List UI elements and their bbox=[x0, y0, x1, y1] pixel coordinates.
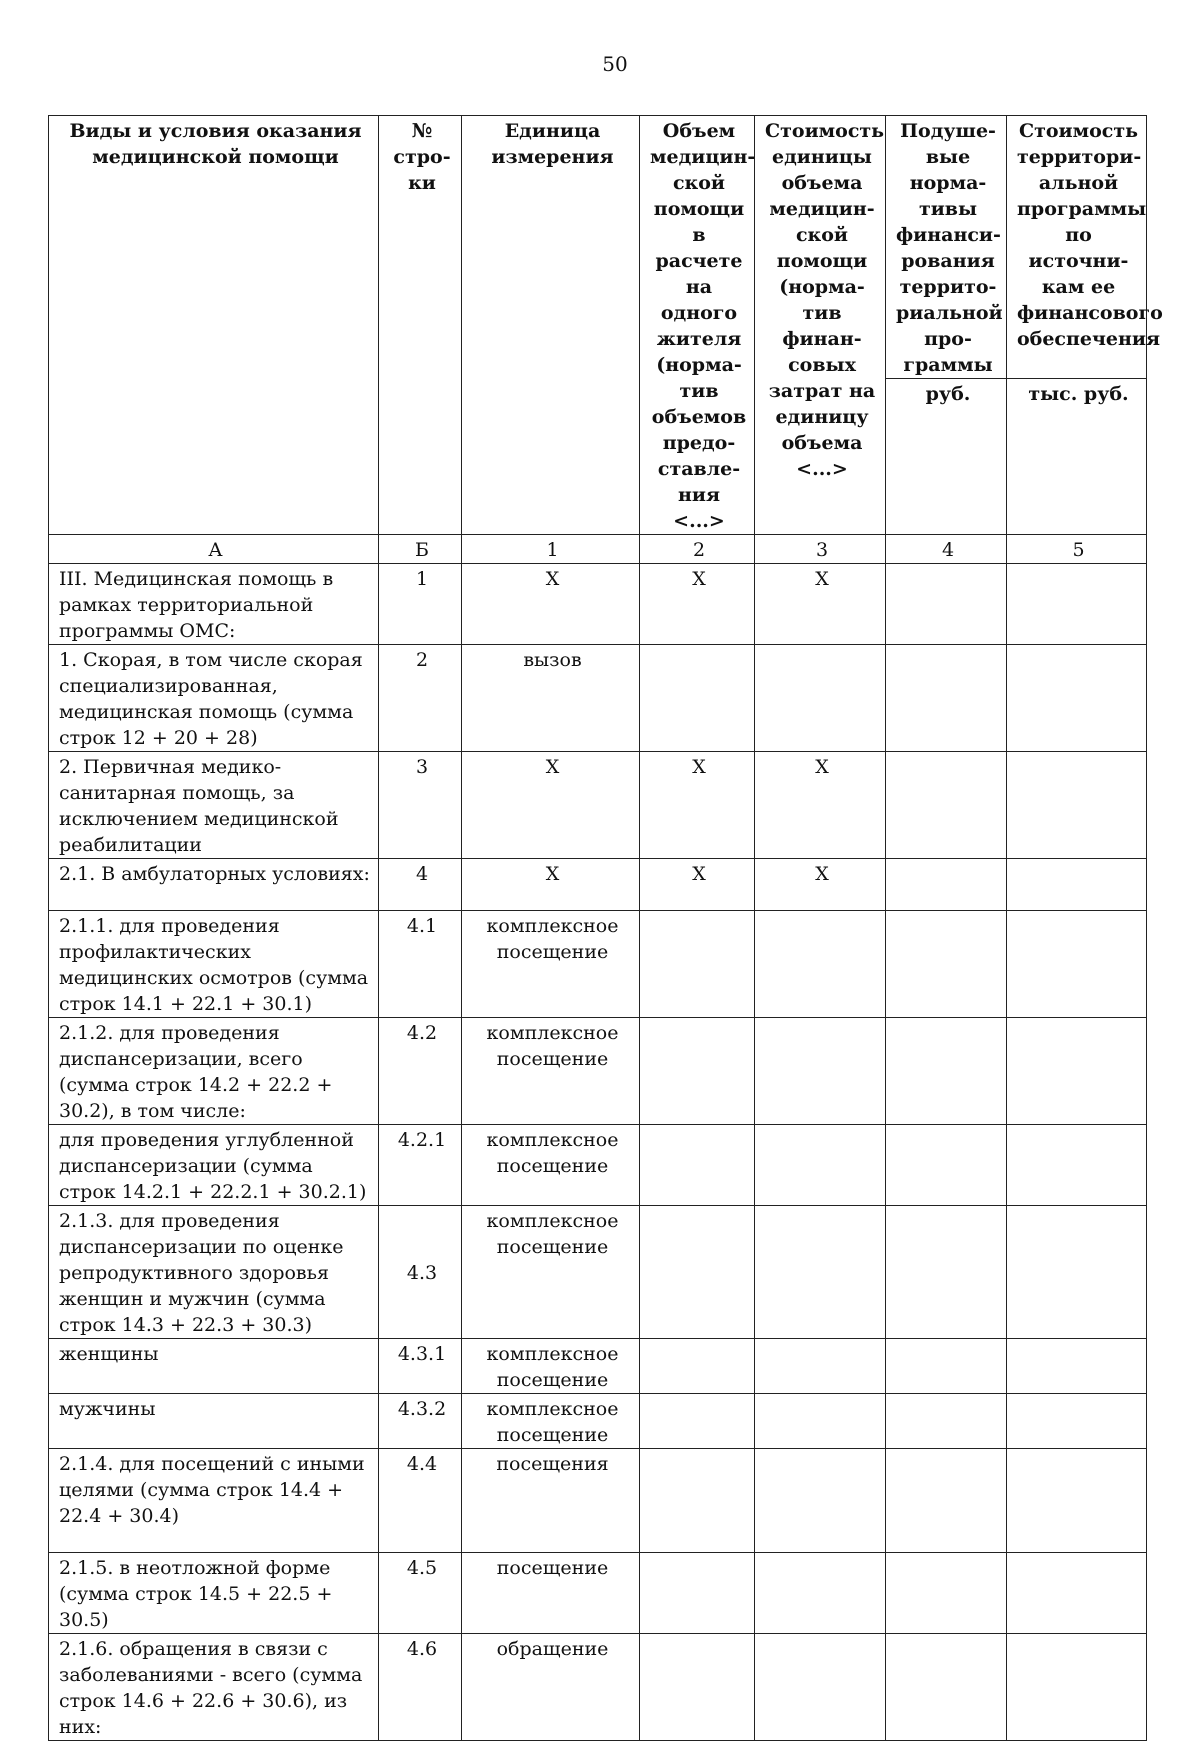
row-per-capita bbox=[886, 1206, 1007, 1339]
column-index: Б bbox=[379, 535, 462, 564]
row-per-capita bbox=[886, 1339, 1007, 1394]
row-name: женщины bbox=[49, 1339, 379, 1394]
row-per-capita bbox=[886, 564, 1007, 645]
row-program-cost bbox=[1007, 1449, 1147, 1553]
header-unit-4: руб. bbox=[886, 379, 1007, 535]
row-unit: комплексное посещение bbox=[462, 1018, 640, 1125]
row-unit: комплексное посещение bbox=[462, 1339, 640, 1394]
header-col-3: Стоимость единицы объема медицин-ской помощи (норма-тив финан-совых затрат на единицу объема <...> bbox=[755, 116, 886, 535]
row-per-capita bbox=[886, 911, 1007, 1018]
row-cost bbox=[755, 1449, 886, 1553]
row-number: 4.2 bbox=[379, 1018, 462, 1125]
row-program-cost bbox=[1007, 1634, 1147, 1741]
row-cost bbox=[755, 1394, 886, 1449]
row-volume bbox=[640, 1339, 755, 1394]
row-volume bbox=[640, 1018, 755, 1125]
row-number: 4.5 bbox=[379, 1553, 462, 1634]
row-cost: X bbox=[755, 564, 886, 645]
row-volume bbox=[640, 911, 755, 1018]
row-cost bbox=[755, 1125, 886, 1206]
row-unit: комплексное посещение bbox=[462, 1125, 640, 1206]
table-row bbox=[49, 1339, 1147, 1394]
table-row bbox=[49, 1018, 1147, 1125]
row-unit: комплексное посещение bbox=[462, 1206, 640, 1339]
header-col-4: Подуше-вые норма-тивы финанси-рования террито-риальной про-граммы bbox=[886, 116, 1007, 379]
financing-table bbox=[48, 115, 1163, 1741]
row-program-cost bbox=[1007, 1125, 1147, 1206]
table-row bbox=[49, 564, 1147, 645]
row-program-cost bbox=[1007, 859, 1147, 911]
row-cost: X bbox=[755, 752, 886, 859]
row-volume: X bbox=[640, 564, 755, 645]
row-name: 1. Скорая, в том числе скорая специализированная, медицинская помощь (сумма строк 12 + 20 + 28) bbox=[49, 645, 379, 752]
row-name: 2. Первичная медико-санитарная помощь, за исключением медицинской реабилитации bbox=[49, 752, 379, 859]
row-per-capita bbox=[886, 1394, 1007, 1449]
row-per-capita bbox=[886, 1449, 1007, 1553]
row-number: 4.3.1 bbox=[379, 1339, 462, 1394]
row-volume: X bbox=[640, 859, 755, 911]
row-volume bbox=[640, 1553, 755, 1634]
row-number: 1 bbox=[379, 564, 462, 645]
row-unit: X bbox=[462, 859, 640, 911]
row-number: 3 bbox=[379, 752, 462, 859]
row-number: 4 bbox=[379, 859, 462, 911]
table-row bbox=[49, 1125, 1147, 1206]
row-per-capita bbox=[886, 859, 1007, 911]
row-name: 2.1.4. для посещений с иными целями (сумма строк 14.4 + 22.4 + 30.4) bbox=[49, 1449, 379, 1553]
row-per-capita bbox=[886, 1125, 1007, 1206]
row-per-capita bbox=[886, 645, 1007, 752]
column-index: 4 bbox=[886, 535, 1007, 564]
row-cost bbox=[755, 1634, 886, 1741]
column-index: 3 bbox=[755, 535, 886, 564]
row-per-capita bbox=[886, 1018, 1007, 1125]
column-index: 2 bbox=[640, 535, 755, 564]
row-number: 2 bbox=[379, 645, 462, 752]
row-program-cost bbox=[1007, 1339, 1147, 1394]
row-volume: X bbox=[640, 752, 755, 859]
row-number: 4.3 bbox=[379, 1206, 462, 1339]
row-name: 2.1.5. в неотложной форме (сумма строк 14.5 + 22.5 + 30.5) bbox=[49, 1553, 379, 1634]
table-row bbox=[49, 1206, 1147, 1339]
table-row bbox=[49, 645, 1147, 752]
row-program-cost bbox=[1007, 911, 1147, 1018]
row-volume bbox=[640, 1394, 755, 1449]
table-row bbox=[49, 752, 1147, 859]
row-volume bbox=[640, 1449, 755, 1553]
page-number: 50 bbox=[602, 52, 628, 76]
row-program-cost bbox=[1007, 1553, 1147, 1634]
row-program-cost bbox=[1007, 1018, 1147, 1125]
row-volume bbox=[640, 645, 755, 752]
header-unit-5: тыс. руб. bbox=[1007, 379, 1147, 535]
row-cost: X bbox=[755, 859, 886, 911]
row-unit: комплексное посещение bbox=[462, 1394, 640, 1449]
row-unit: X bbox=[462, 564, 640, 645]
row-cost bbox=[755, 1553, 886, 1634]
row-per-capita bbox=[886, 752, 1007, 859]
header-col-2: Объем медицин-ской помощи в расчете на одного жителя (норма-тив объемов предо-ставле-ния <...> bbox=[640, 116, 755, 535]
header-col-a: Виды и условия оказания медицинской помощи bbox=[49, 116, 379, 535]
column-index: А bbox=[49, 535, 379, 564]
row-name: мужчины bbox=[49, 1394, 379, 1449]
row-cost bbox=[755, 1339, 886, 1394]
column-index: 1 bbox=[462, 535, 640, 564]
row-per-capita bbox=[886, 1634, 1007, 1741]
table-row bbox=[49, 1394, 1147, 1449]
row-program-cost bbox=[1007, 1394, 1147, 1449]
row-number: 4.3.2 bbox=[379, 1394, 462, 1449]
row-name: III. Медицинская помощь в рамках территориальной программы ОМС: bbox=[49, 564, 379, 645]
row-program-cost bbox=[1007, 752, 1147, 859]
row-name: 2.1. В амбулаторных условиях: bbox=[49, 859, 379, 911]
table-row bbox=[49, 1449, 1147, 1553]
row-per-capita bbox=[886, 1553, 1007, 1634]
row-name: 2.1.2. для проведения диспансеризации, всего (сумма строк 14.2 + 22.2 + 30.2), в том числе: bbox=[49, 1018, 379, 1125]
row-cost bbox=[755, 1018, 886, 1125]
row-unit: обращение bbox=[462, 1634, 640, 1741]
row-name: 2.1.3. для проведения диспансеризации по оценке репродуктивного здоровья женщин и мужчин (сумма строк 14.3 + 22.3 + 30.3) bbox=[49, 1206, 379, 1339]
row-unit: X bbox=[462, 752, 640, 859]
header-col-b: № стро-ки bbox=[379, 116, 462, 535]
row-name: 2.1.1. для проведения профилактических медицинских осмотров (сумма строк 14.1 + 22.1 + 30.1) bbox=[49, 911, 379, 1018]
row-number: 4.2.1 bbox=[379, 1125, 462, 1206]
table-row bbox=[49, 1634, 1147, 1741]
row-unit: посещение bbox=[462, 1553, 640, 1634]
row-program-cost bbox=[1007, 645, 1147, 752]
row-number: 4.1 bbox=[379, 911, 462, 1018]
table-row bbox=[49, 859, 1147, 911]
row-unit: комплексное посещение bbox=[462, 911, 640, 1018]
row-number: 4.6 bbox=[379, 1634, 462, 1741]
row-cost bbox=[755, 1206, 886, 1339]
column-index: 5 bbox=[1007, 535, 1147, 564]
row-volume bbox=[640, 1634, 755, 1741]
header-col-5: Стоимость территори-альной программы по источни-кам ее финансового обеспечения bbox=[1007, 116, 1147, 379]
table-row bbox=[49, 911, 1147, 1018]
table-row bbox=[49, 1553, 1147, 1634]
row-cost bbox=[755, 911, 886, 1018]
column-index-row bbox=[49, 535, 1147, 564]
row-number: 4.4 bbox=[379, 1449, 462, 1553]
table-header-row bbox=[49, 116, 1147, 379]
row-program-cost bbox=[1007, 564, 1147, 645]
row-name: 2.1.6. обращения в связи с заболеваниями - всего (сумма строк 14.6 + 22.6 + 30.6), из них: bbox=[49, 1634, 379, 1741]
row-volume bbox=[640, 1125, 755, 1206]
row-program-cost bbox=[1007, 1206, 1147, 1339]
row-name: для проведения углубленной диспансеризации (сумма строк 14.2.1 + 22.2.1 + 30.2.1) bbox=[49, 1125, 379, 1206]
row-volume bbox=[640, 1206, 755, 1339]
header-col-1: Единица измерения bbox=[462, 116, 640, 535]
row-cost bbox=[755, 645, 886, 752]
row-unit: вызов bbox=[462, 645, 640, 752]
row-unit: посещения bbox=[462, 1449, 640, 1553]
